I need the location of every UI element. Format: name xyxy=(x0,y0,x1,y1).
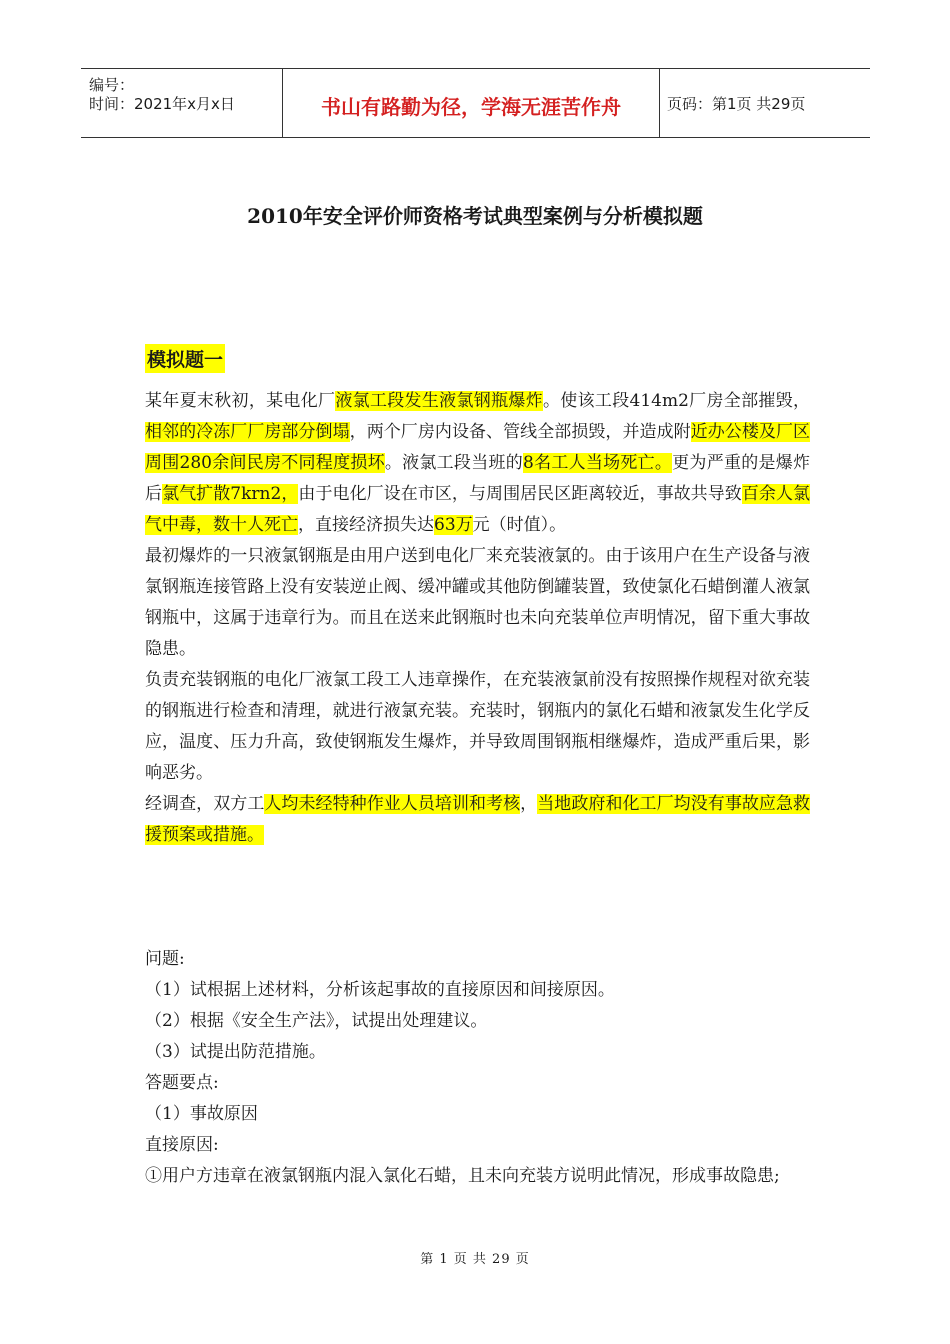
answer-label: 答题要点: xyxy=(145,1073,219,1093)
text-run: ，两个厂房内设备、管线全部损毁，并造成附 xyxy=(349,422,691,442)
highlighted-text: 氯气扩散7krn2， xyxy=(162,484,299,504)
text-run: 某年夏末秋初，某电化厂 xyxy=(145,391,336,411)
section-body xyxy=(145,386,810,851)
header-info-cell xyxy=(81,69,281,137)
text-run: 元（时值）。 xyxy=(472,515,567,535)
highlighted-text: 近办公楼及厂区周围280余间民房不同程度损坏 xyxy=(145,422,811,473)
paragraph-incident xyxy=(145,386,810,541)
header-page-cell xyxy=(661,69,870,137)
highlighted-text: 63万 xyxy=(434,515,473,535)
direct-cause-1: ①用户方违章在液氯钢瓶内混入氯化石蜡，且未向充装方说明此情况，形成事故隐患; xyxy=(145,1166,780,1186)
text-run: 经调查，双方工 xyxy=(145,794,265,814)
question-3: （3）试提出防范措施。 xyxy=(145,1042,326,1062)
question-2: （2）根据《安全生产法》，试提出处理建议。 xyxy=(145,1011,488,1031)
text-run: ，直接经济损失达 xyxy=(298,515,434,535)
text-run: 。液氯工段当班的 xyxy=(384,453,523,473)
paragraph-investigation xyxy=(145,789,810,851)
text-run: 。使该工段414m2厂房全部摧毁， xyxy=(542,391,811,411)
paragraph-cause-operator: 负责充装钢瓶的电化厂液氯工段工人违章操作，在充装液氯前没有按照操作规程对欲充装的钢瓶进行检查和清理，就进行液氯充装。充装时，钢瓶内的氯化石蜡和液氯发生化学反应，温度、压力升高，致使钢瓶发生爆炸，并导致周围钢瓶相继爆炸，造成严重后果，影响恶劣。 xyxy=(145,670,810,783)
questions-label: 问题: xyxy=(145,949,185,969)
highlighted-text: 相邻的冷冻厂厂房部分倒塌 xyxy=(145,422,350,442)
header-motto-cell xyxy=(282,69,660,137)
paragraph-cause-user: 最初爆炸的一只液氯钢瓶是由用户送到电化厂来充装液氯的。由于该用户在生产设备与液氯钢瓶连接管路上没有安装逆止阀、缓冲罐或其他防倒罐装置，致使氯化石蜡倒灌人液氯钢瓶中，这属于违章行为。而且在送来此钢瓶时也未向充装单位声明情况，留下重大事故隐患。 xyxy=(145,546,810,659)
answer-1: （1）事故原因 xyxy=(145,1104,258,1124)
question-1: （1）试根据上述材料，分析该起事故的直接原因和间接原因。 xyxy=(145,980,615,1000)
highlighted-text: 百余人氯气中毒，数十人死亡 xyxy=(145,484,811,535)
highlighted-text: 人均未经特种作业人员培训和考核 xyxy=(264,794,521,814)
questions-block xyxy=(145,944,810,1192)
document-title: 2010年安全评价师资格考试典型案例与分析模拟题 xyxy=(247,204,703,228)
direct-cause-label: 直接原因: xyxy=(145,1135,219,1155)
highlighted-text: 8名工人当场死亡。 xyxy=(522,453,673,473)
date-line: 时间：2021年x月x日 xyxy=(89,95,235,113)
header-table xyxy=(81,68,870,138)
text-run: ， xyxy=(520,794,538,814)
highlighted-text: 当地政府和化工厂均没有事故应急救援预案或措施。 xyxy=(145,794,811,845)
section-heading: 模拟题一 xyxy=(145,344,225,373)
page-info: 页码：第1页 共29页 xyxy=(667,95,806,113)
motto-text: 书山有路勤为径，学海无涯苦作舟 xyxy=(321,95,621,119)
text-run: 更为严重的是爆炸后 xyxy=(145,453,811,504)
page-footer: 第 1 页 共 29 页 xyxy=(420,1252,530,1267)
highlighted-text: 液氯工段发生液氯钢瓶爆炸 xyxy=(335,391,543,411)
text-run: 由于电化厂设在市区，与周围居民区距离较近，事故共导致 xyxy=(298,484,742,504)
doc-number-label: 编号： xyxy=(89,76,135,94)
